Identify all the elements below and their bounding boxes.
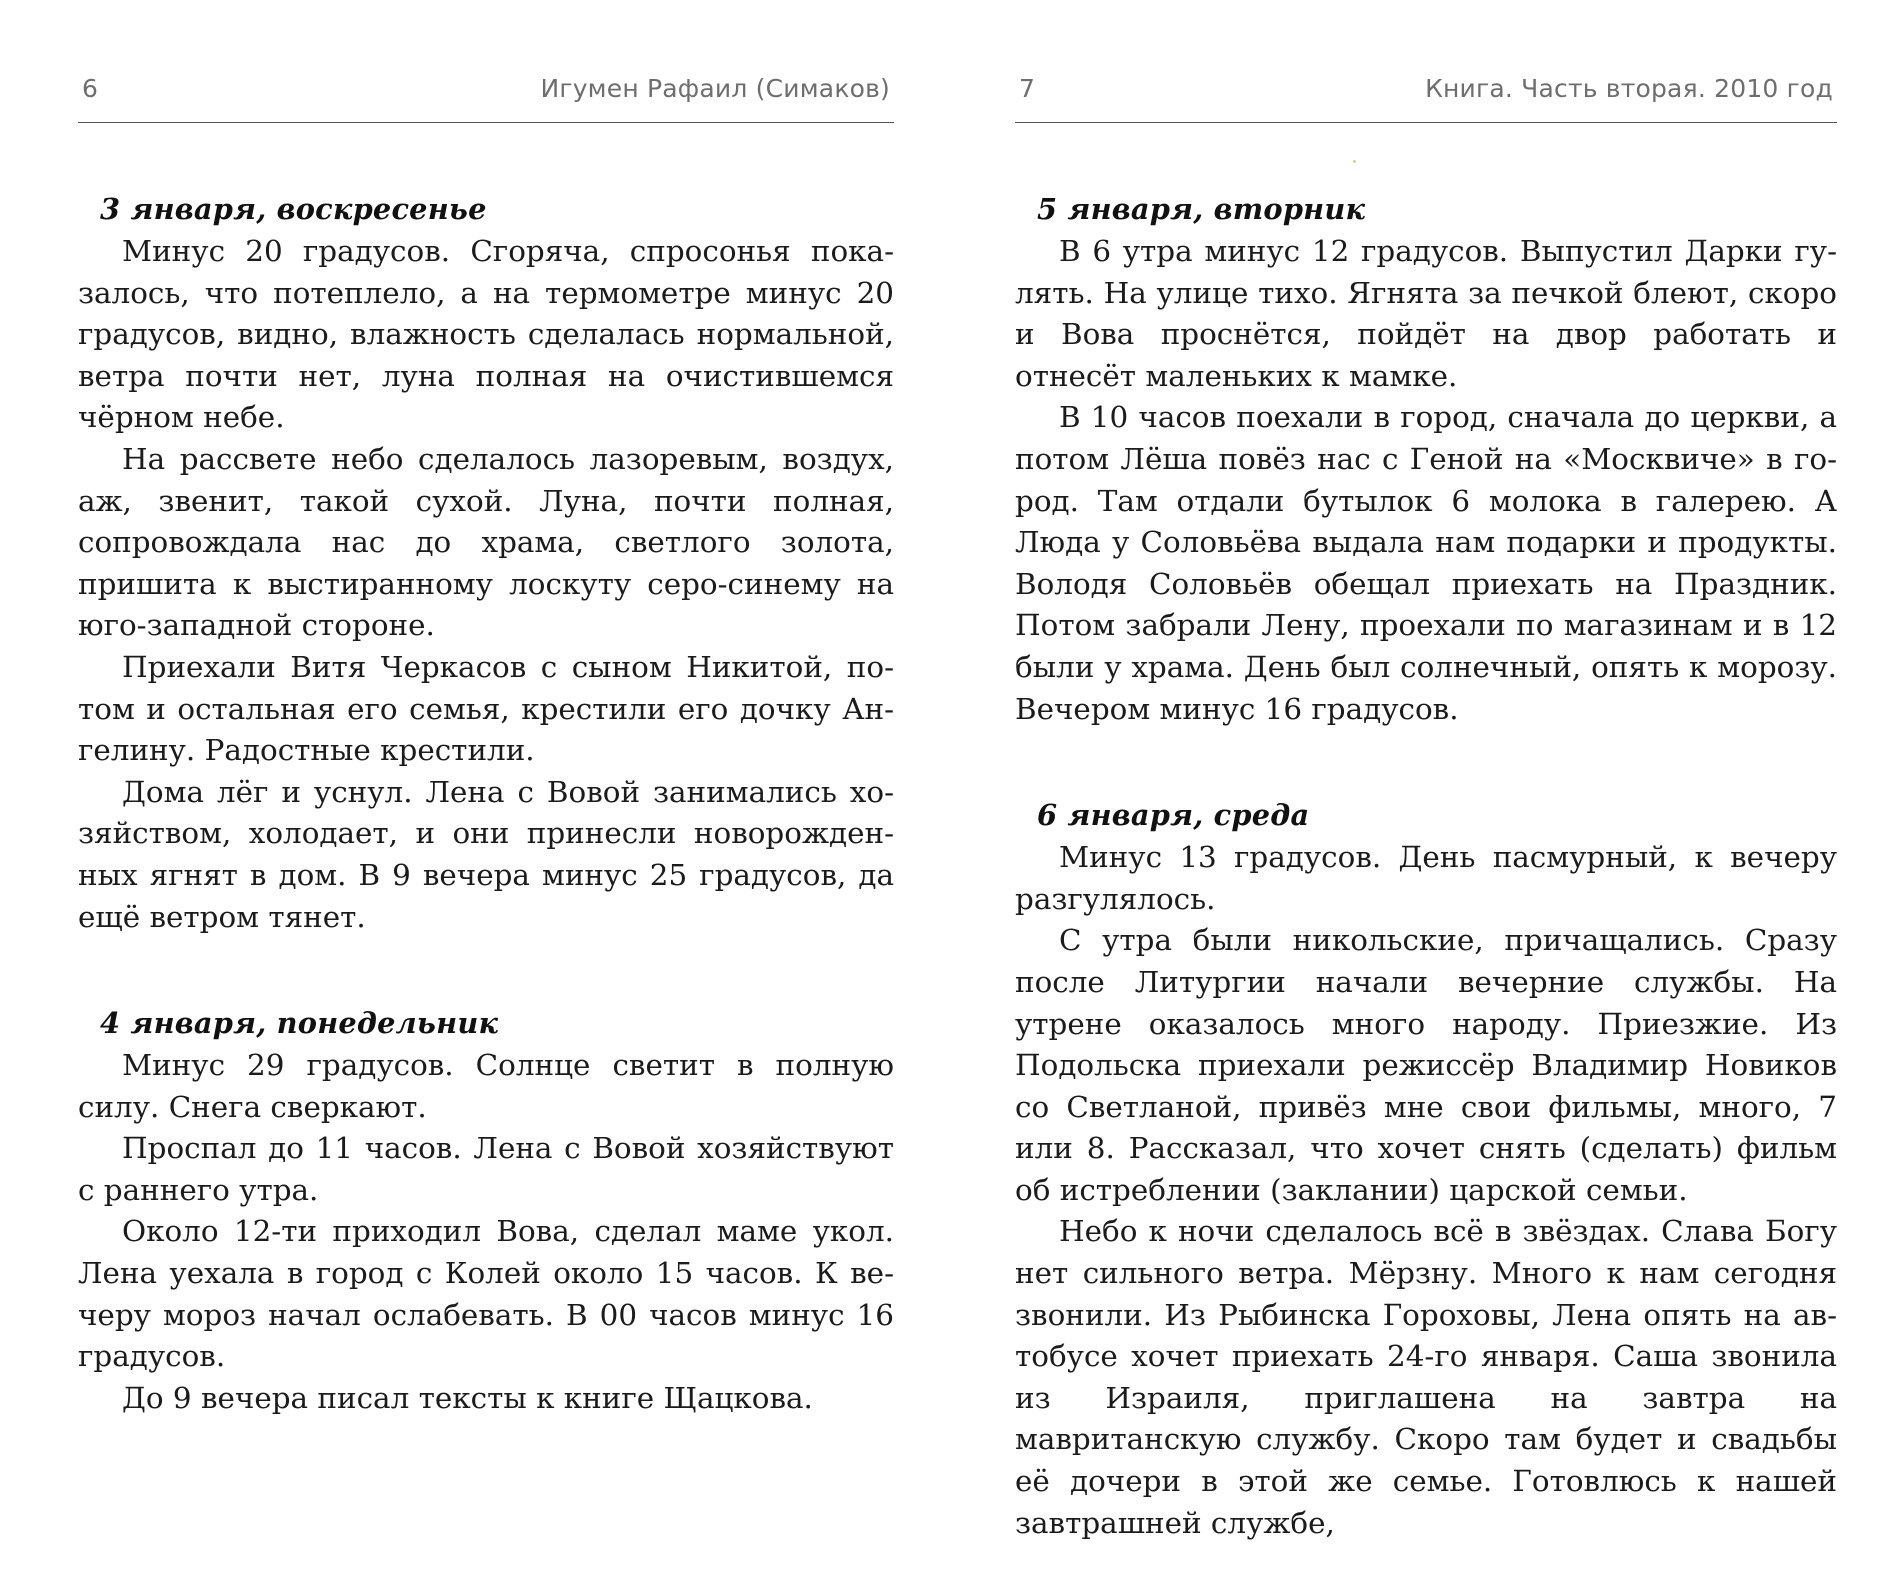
header-rule <box>1015 122 1837 123</box>
paragraph: В 10 часов поехали в город, сначала до церкви, а потом Лёша повёз нас с Геной на «Москвиче» в город. Там отдали бутылок 6 молока в галерею. А Люда у Соловьёва выдала нам подарки и продукты. Володя Соловьёв обещал приехать на Праздник. Потом забрали Лену, проехали по магазинам и в 12 были у храма. День был солнечный, опять к морозу. Вечером минус 16 градусов. <box>1015 400 1837 726</box>
running-head <box>1015 74 1837 108</box>
paragraph: Минус 13 градусов. День пасмурный, к вечеру разгулялось. <box>1015 840 1837 916</box>
entry-heading: 4 января, понедельник <box>100 1006 499 1041</box>
page-number: 6 <box>82 74 99 103</box>
entry-heading: 6 января, среда <box>1037 798 1310 833</box>
diary-entry <box>78 188 894 938</box>
paragraph: Дома лёг и уснул. Лена с Вовой занимались хозяйством, холодает, и они принесли новорожденных ягнят в дом. В 9 вечера минус 25 градусов, да ещё ветром тянет. <box>78 774 894 934</box>
diary-entry <box>1015 188 1837 730</box>
paragraph: В 6 утра минус 12 градусов. Выпустил Дарки гулять. На улице тихо. Ягнята за печкой блеют, скоро и Вова проснётся, пойдёт на двор работать и отнесёт маленьких к мамке. <box>1015 234 1837 393</box>
paper-speck <box>1353 160 1356 163</box>
running-title: Игумен Рафаил (Симаков) <box>540 74 890 103</box>
paragraph: На рассвете небо сделалось лазоревым, воздух, аж, звенит, такой сухой. Луна, почти полная, сопровождала нас до храма, светлого золота, пришита к выстиранному лоскуту серо-синему на юго-западной стороне. <box>78 441 894 643</box>
diary-entry <box>1015 794 1837 1544</box>
paragraph: До 9 вечера писал тексты к книге Щацкова. <box>122 1380 813 1415</box>
entry-heading: 5 января, вторник <box>1037 192 1366 226</box>
diary-entry <box>78 1002 894 1419</box>
paragraph: Минус 29 градусов. Солнце светит в полную силу. Снега сверкают. <box>78 1048 894 1124</box>
paragraph: Проспал до 11 часов. Лена с Вовой хозяйствуют с раннего утра. <box>78 1131 894 1207</box>
paragraph: Приехали Витя Черкасов с сыном Никитой, потом и остальная его семья, крестили его дочку Ангелину. Радостные крестили. <box>78 649 894 768</box>
entry-heading: 3 января, воскресенье <box>100 192 487 226</box>
paragraph: Небо к ночи сделалось всё в звёздах. Слава Богу нет сильного ветра. Мёрзну. Много к нам сегодня звонили. Из Рыбинска Гороховы, Лена опять на автобусе хочет приехать 24-го января. Саша звонила из Израиля, приглашена на завтра на мавританскую службу. Скоро там будет и свадьбы её дочери в этой же семье. Готовлюсь к нашей завтрашней службе, <box>1015 1214 1837 1540</box>
page-body <box>78 188 894 1419</box>
paragraph: Минус 20 градусов. Сгоряча, спросонья показалось, что потеплело, а на термометре минус 20 градусов, видно, влажность сделалась нормальной, ветра почти нет, луна полная на очистившемся чёрном небе. <box>78 234 894 435</box>
page-number: 7 <box>1019 74 1036 103</box>
paragraph: Около 12-ти приходил Вова, сделал маме укол. Лена уехала в город с Колей около 15 часов. К вечеру мороз начал ослабевать. В 00 часов минус 16 градусов. <box>78 1214 894 1374</box>
paragraph: С утра были никольские, причащались. Сразу после Литургии начали вечерние службы. На утрене оказалось много народу. Приезжие. Из Подольска приехали режиссёр Владимир Новиков со Светланой, привёз мне свои фильмы, много, 7 или 8. Рассказал, что хочет снять (сделать) фильм об истреблении (заклании) царской семьи. <box>1015 923 1837 1207</box>
running-title: Книга. Часть вторая. 2010 год <box>1425 74 1833 103</box>
header-rule <box>78 122 894 123</box>
page-body <box>1015 188 1837 1544</box>
running-head <box>78 74 894 108</box>
